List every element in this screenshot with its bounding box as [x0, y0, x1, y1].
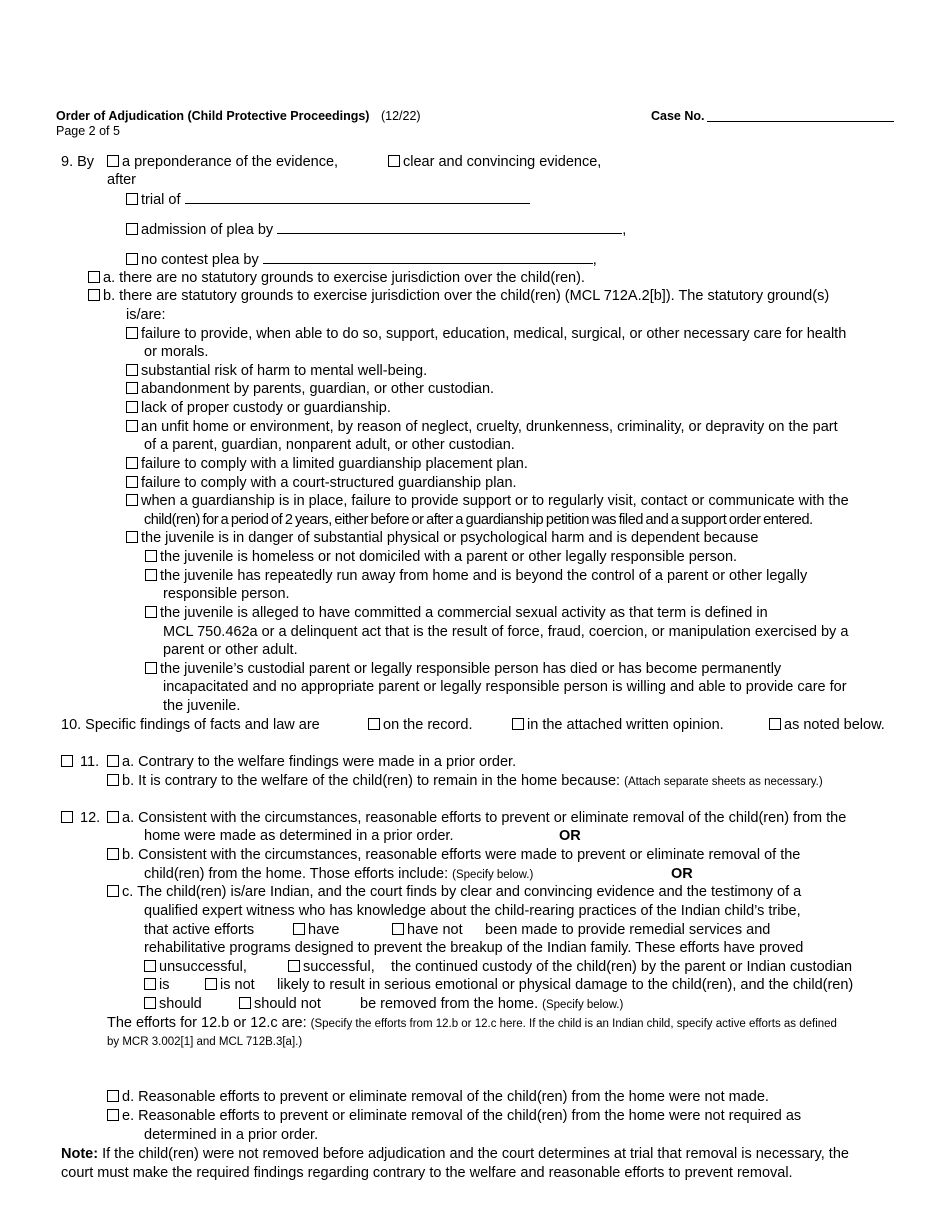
- ground-6-checkbox[interactable]: [126, 457, 138, 469]
- subground-2: the juvenile has repeatedly run away from home and is beyond the control of a parent or other legally: [145, 567, 807, 585]
- s12d-checkbox[interactable]: [107, 1090, 119, 1102]
- subground-3-cont: MCL 750.462a or a delinquent act that is the result of force, fraud, coercion, or manipulation exercised by a: [163, 624, 849, 640]
- s9b-cont: is/are:: [126, 307, 166, 323]
- s11-checkbox[interactable]: [61, 755, 73, 767]
- s9-admission: admission of plea by ,: [126, 220, 626, 239]
- subground-3: the juvenile is alleged to have committed a commercial sexual activity as that term is defined in: [145, 604, 768, 622]
- s12-efforts-field[interactable]: [107, 1050, 894, 1086]
- s12e-cont: determined in a prior order.: [144, 1127, 319, 1143]
- s11b: b. It is contrary to the welfare of the child(ren) to remain in the home because: (Attach separate sheets as necessary.): [107, 772, 823, 791]
- subground-4-cont2: the juvenile.: [163, 698, 241, 714]
- s10-opt1: on the record.: [368, 716, 472, 734]
- s9-preponderance: a preponderance of the evidence,: [107, 153, 338, 171]
- s11a: a. Contrary to the welfare findings were made in a prior order.: [107, 753, 516, 771]
- s12c-should-checkbox[interactable]: [144, 997, 156, 1009]
- s9-no-contest-field[interactable]: [263, 250, 593, 264]
- s12a: a. Consistent with the circumstances, reasonable efforts to prevent or eliminate removal of the child(ren) from the: [107, 809, 846, 827]
- ground-3-checkbox[interactable]: [126, 382, 138, 394]
- ground-8-checkbox[interactable]: [126, 494, 138, 506]
- s9-clear-convincing: clear and convincing evidence,: [388, 153, 601, 171]
- s12c-unsuccessful-checkbox[interactable]: [144, 960, 156, 972]
- ground-6: failure to comply with a limited guardianship placement plan.: [126, 455, 528, 473]
- s12-efforts: The efforts for 12.b or 12.c are: (Specify the efforts from 12.b or 12.c here. If the child is an Indian child, specify active efforts as defined: [107, 1015, 837, 1031]
- s12d: d. Reasonable efforts to prevent or eliminate removal of the child(ren) from the home were not made.: [107, 1088, 769, 1106]
- ground-4-checkbox[interactable]: [126, 401, 138, 413]
- s9-no-contest-checkbox[interactable]: [126, 253, 138, 265]
- ground-9-checkbox[interactable]: [126, 531, 138, 543]
- s9-trial-field[interactable]: [185, 190, 530, 204]
- s12e: e. Reasonable efforts to prevent or eliminate removal of the child(ren) from the home were not required as: [107, 1107, 801, 1125]
- s12b: b. Consistent with the circumstances, reasonable efforts were made to prevent or eliminate removal of the: [107, 846, 800, 864]
- s12a-cont: home were made as determined in a prior order.: [144, 828, 454, 844]
- s12c-is: is: [144, 976, 169, 994]
- s12c-line7-end: be removed from the home. (Specify below.): [360, 996, 624, 1012]
- subground-2-cont: responsible person.: [163, 586, 290, 602]
- ground-7: failure to comply with a court-structured guardianship plan.: [126, 474, 517, 492]
- s12c-line3-end: been made to provide remedial services and: [485, 922, 771, 938]
- s12-or-1: OR: [559, 828, 581, 844]
- ground-8: when a guardianship is in place, failure to provide support or to regularly visit, contact or communicate with the: [126, 492, 849, 510]
- s12c-successful: successful,: [288, 958, 375, 976]
- s12c-have-checkbox[interactable]: [293, 923, 305, 935]
- s12c-is-checkbox[interactable]: [144, 978, 156, 990]
- s12c-line4: rehabilitative programs designed to prevent the breakup of the Indian family. These efforts have proved: [144, 940, 804, 956]
- s9b: b. there are statutory grounds to exercise jurisdiction over the child(ren) (MCL 712A.2[b]). The statutory ground(s): [88, 287, 829, 305]
- s9-admission-checkbox[interactable]: [126, 223, 138, 235]
- s10-opt1-checkbox[interactable]: [368, 718, 380, 730]
- s12c-should: should: [144, 995, 202, 1013]
- s9a-checkbox[interactable]: [88, 271, 100, 283]
- s9b-checkbox[interactable]: [88, 289, 100, 301]
- ground-2-checkbox[interactable]: [126, 364, 138, 376]
- ground-9: the juvenile is in danger of substantial physical or psychological harm and is dependent because: [126, 529, 758, 547]
- form-title: Order of Adjudication (Child Protective Proceedings) (12/22): [56, 109, 421, 123]
- subground-4: the juvenile’s custodial parent or legally responsible person has died or has become permanently: [145, 660, 781, 678]
- note: Note: If the child(ren) were not removed before adjudication and the court determines at trial that removal is necessary, the: [61, 1146, 849, 1162]
- s11: 11.: [61, 753, 99, 771]
- ground-3: abandonment by parents, guardian, or other custodian.: [126, 380, 494, 398]
- s9-number: 9. By: [61, 154, 95, 170]
- s10-opt3: as noted below.: [769, 716, 885, 734]
- s12a-checkbox[interactable]: [107, 811, 119, 823]
- s9-trial: trial of: [126, 190, 530, 209]
- s12c-successful-checkbox[interactable]: [288, 960, 300, 972]
- s9a: a. there are no statutory grounds to exercise jurisdiction over the child(ren).: [88, 269, 585, 287]
- s12e-checkbox[interactable]: [107, 1109, 119, 1121]
- s12-efforts-note: by MCR 3.002[1] and MCL 712B.3[a].): [107, 1036, 303, 1048]
- s12c-should-not: should not: [239, 995, 321, 1013]
- subground-4-checkbox[interactable]: [145, 662, 157, 674]
- s12c-is-not: is not: [205, 976, 255, 994]
- s11b-checkbox[interactable]: [107, 774, 119, 786]
- s10-opt2-checkbox[interactable]: [512, 718, 524, 730]
- ground-5-cont: of a parent, guardian, nonparent adult, or other custodian.: [144, 437, 515, 453]
- s9-clear-convincing-checkbox[interactable]: [388, 155, 400, 167]
- s9-preponderance-checkbox[interactable]: [107, 155, 119, 167]
- s12-checkbox[interactable]: [61, 811, 73, 823]
- ground-2: substantial risk of harm to mental well-being.: [126, 362, 427, 380]
- s12c-have-not: have not: [392, 921, 463, 939]
- ground-5-checkbox[interactable]: [126, 420, 138, 432]
- s12: 12.: [61, 809, 100, 827]
- subground-3-checkbox[interactable]: [145, 606, 157, 618]
- page-number: Page 2 of 5: [56, 124, 120, 138]
- s12c-unsuccessful: unsuccessful,: [144, 958, 247, 976]
- ground-4: lack of proper custody or guardianship.: [126, 399, 391, 417]
- s12c-line6-end: likely to result in serious emotional or physical damage to the child(ren), and the child(ren): [277, 977, 854, 993]
- s9-no-contest: no contest plea by ,: [126, 250, 597, 269]
- ground-1: failure to provide, when able to do so, support, education, medical, surgical, or other necessary care for health: [126, 325, 846, 343]
- form-revision: (12/22): [380, 109, 421, 123]
- s12c-should-not-checkbox[interactable]: [239, 997, 251, 1009]
- s12c-line3: that active efforts: [144, 922, 255, 938]
- subground-3-cont2: parent or other adult.: [163, 642, 298, 658]
- subground-1: the juvenile is homeless or not domiciled with a parent or other legally responsible person.: [145, 548, 737, 566]
- s10-text: 10. Specific findings of facts and law are: [61, 717, 320, 733]
- ground-8-cont: child(ren) for a period of 2 years, either before or after a guardianship petition was filed and a support order entered.: [144, 512, 813, 528]
- s9-after: after: [107, 172, 137, 188]
- subground-4-cont: incapacitated and no appropriate parent or legally responsible person is willing and able to provide care for: [163, 679, 847, 695]
- case-number-label: Case No.: [651, 109, 705, 123]
- s12c-line5-end: the continued custody of the child(ren) by the parent or Indian custodian: [391, 959, 853, 975]
- s12c-line2: qualified expert witness who has knowledge about the child-rearing practices of the Indian child’s tribe,: [144, 903, 801, 919]
- s9-trial-checkbox[interactable]: [126, 193, 138, 205]
- ground-1-checkbox[interactable]: [126, 327, 138, 339]
- case-number-field[interactable]: [707, 106, 894, 122]
- s12c-is-not-checkbox[interactable]: [205, 978, 217, 990]
- s12c-have: have: [293, 921, 339, 939]
- s10-opt2: in the attached written opinion.: [512, 716, 724, 734]
- ground-5: an unfit home or environment, by reason of neglect, cruelty, drunkenness, criminality, or depravity on the part: [126, 418, 838, 436]
- s9-admission-field[interactable]: [277, 220, 622, 234]
- s12c-have-not-checkbox[interactable]: [392, 923, 404, 935]
- s12b-checkbox[interactable]: [107, 848, 119, 860]
- ground-7-checkbox[interactable]: [126, 476, 138, 488]
- s12c: c. The child(ren) is/are Indian, and the court finds by clear and convincing evidence and the testimony of a: [107, 883, 801, 901]
- s10-opt3-checkbox[interactable]: [769, 718, 781, 730]
- subground-2-checkbox[interactable]: [145, 569, 157, 581]
- s12c-checkbox[interactable]: [107, 885, 119, 897]
- note-cont: court must make the required findings regarding contrary to the welfare and reasonable efforts to prevent removal.: [61, 1165, 793, 1181]
- s12b-cont: child(ren) from the home. Those efforts include: (Specify below.): [144, 866, 534, 882]
- ground-1-cont: or morals.: [144, 344, 209, 360]
- s11a-checkbox[interactable]: [107, 755, 119, 767]
- subground-1-checkbox[interactable]: [145, 550, 157, 562]
- s12-or-2: OR: [671, 866, 693, 882]
